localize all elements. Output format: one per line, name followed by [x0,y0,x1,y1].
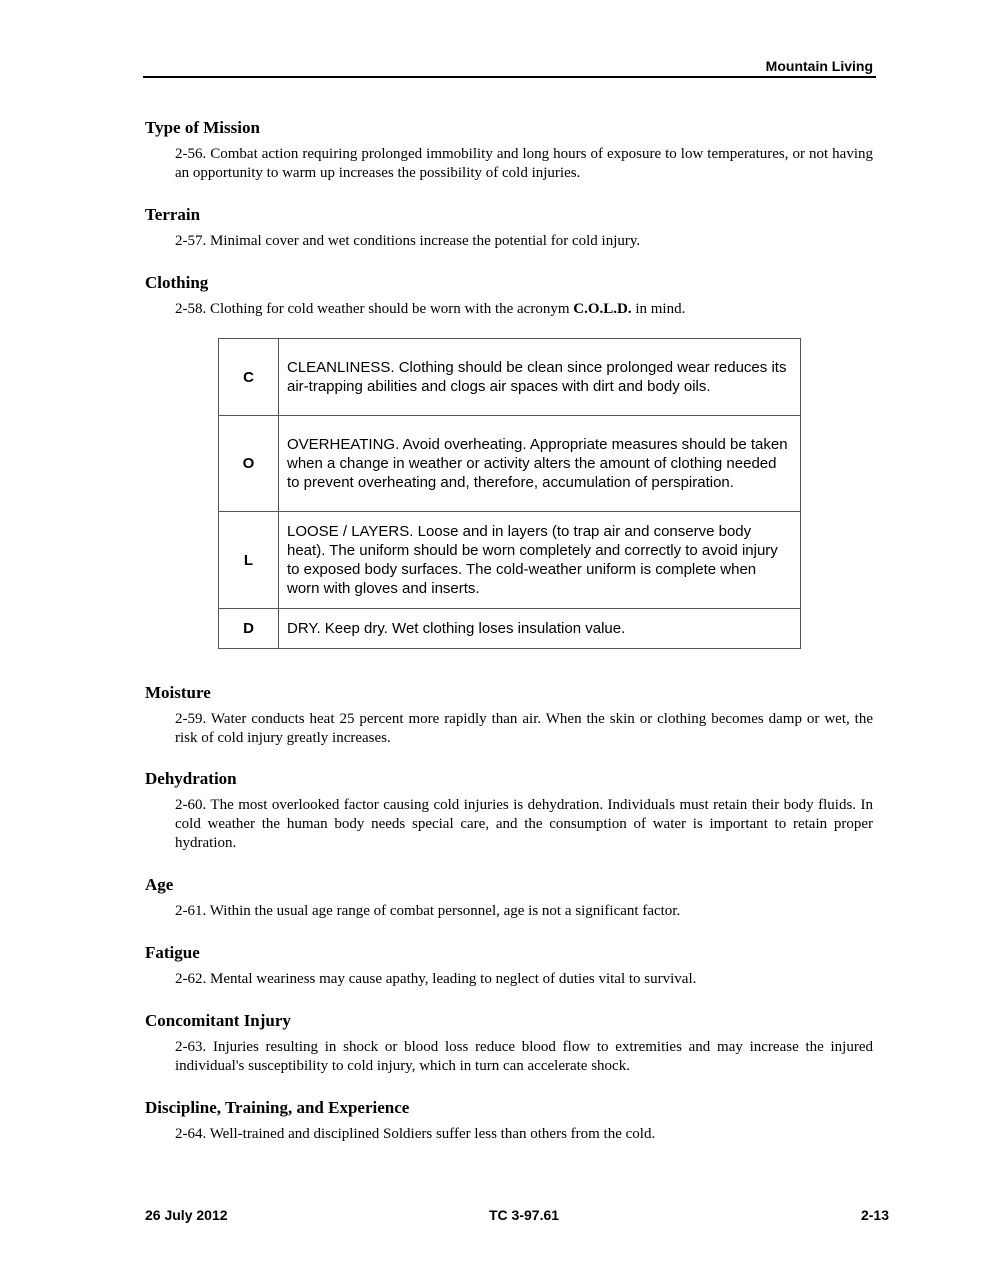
section-paragraph: 2-62. Mental weariness may cause apathy, leading to neglect of duties vital to survival. [175,971,697,987]
footer-doc-id: TC 3-97.61 [489,1207,560,1223]
acronym-letter: L [219,512,279,609]
section-heading: Concomitant Injury [145,1011,291,1030]
section-terrain [145,204,873,251]
header-rule [143,76,876,78]
acronym-description: OVERHEATING. Avoid overheating. Appropriate measures should be taken when a change in weather or activity alters the amount of clothing needed to prevent overheating and, therefore, accumulation of perspiration. [279,416,801,512]
header-title: Mountain Living [765,58,873,74]
footer-page-number: 2-13 [860,1207,889,1223]
section-paragraph: 2-63. Injuries resulting in shock or blood loss reduce blood flow to extremities and may increase the injured individual's susceptibility to cold injury, which in turn can accelerate shock. [175,1039,873,1074]
section-paragraph: 2-59. Water conducts heat 25 percent more rapidly than air. When the skin or clothing becomes damp or wet, the risk of cold injury greatly increases. [175,711,873,746]
section-paragraph: 2-60. The most overlooked factor causing cold injuries is dehydration. Individuals must retain their body fluids. In cold weather the human body needs special care, and the consumption of water is important to retain proper hydration. [175,797,873,851]
paragraph-text: 2-58. Clothing for cold weather should be worn with the acronym [175,301,574,317]
section-type-of-mission [145,117,873,183]
table-row [219,609,801,649]
section-heading: Discipline, Training, and Experience [145,1098,410,1117]
cold-acronym-table [218,338,801,649]
table-row [219,512,801,609]
acronym-description: CLEANLINESS. Clothing should be clean since prolonged wear reduces its air-trapping abilities and clogs air spaces with dirt and body oils. [279,339,801,416]
section-paragraph: 2-61. Within the usual age range of combat personnel, age is not a significant factor. [175,903,681,919]
section-heading: Moisture [145,683,211,702]
section-fatigue [145,942,873,989]
section-paragraph: 2-64. Well-trained and disciplined Soldiers suffer less than others from the cold. [175,1126,656,1142]
section-moisture [145,682,873,748]
table-row [219,339,801,416]
section-discipline-training-experience [145,1097,873,1144]
acronym-letter: O [219,416,279,512]
acronym-letter: C [219,339,279,416]
acronym-description: LOOSE / LAYERS. Loose and in layers (to trap air and conserve body heat). The uniform should be worn completely and correctly to avoid injury to exposed body surfaces. The cold-weather uniform is complete when worn with gloves and inserts. [279,512,801,609]
acronym-text: C.O.L.D. [573,301,632,317]
section-heading: Type of Mission [145,118,260,137]
section-paragraph: 2-57. Minimal cover and wet conditions increase the potential for cold injury. [175,233,641,249]
section-paragraph [175,300,873,319]
section-heading: Terrain [145,205,201,224]
section-heading: Fatigue [145,943,200,962]
paragraph-text: in mind. [631,301,686,317]
section-heading: Clothing [145,273,209,292]
section-heading: Dehydration [145,769,237,788]
table-row [219,416,801,512]
section-age [145,874,873,921]
footer-date: 26 July 2012 [145,1207,228,1223]
acronym-description: DRY. Keep dry. Wet clothing loses insulation value. [279,609,801,649]
section-clothing [145,272,873,319]
acronym-letter: D [219,609,279,649]
section-dehydration [145,768,873,853]
section-concomitant-injury [145,1010,873,1076]
section-paragraph: 2-56. Combat action requiring prolonged immobility and long hours of exposure to low temperatures, or not having an opportunity to warm up increases the possibility of cold injuries. [175,146,873,181]
section-heading: Age [145,875,174,894]
